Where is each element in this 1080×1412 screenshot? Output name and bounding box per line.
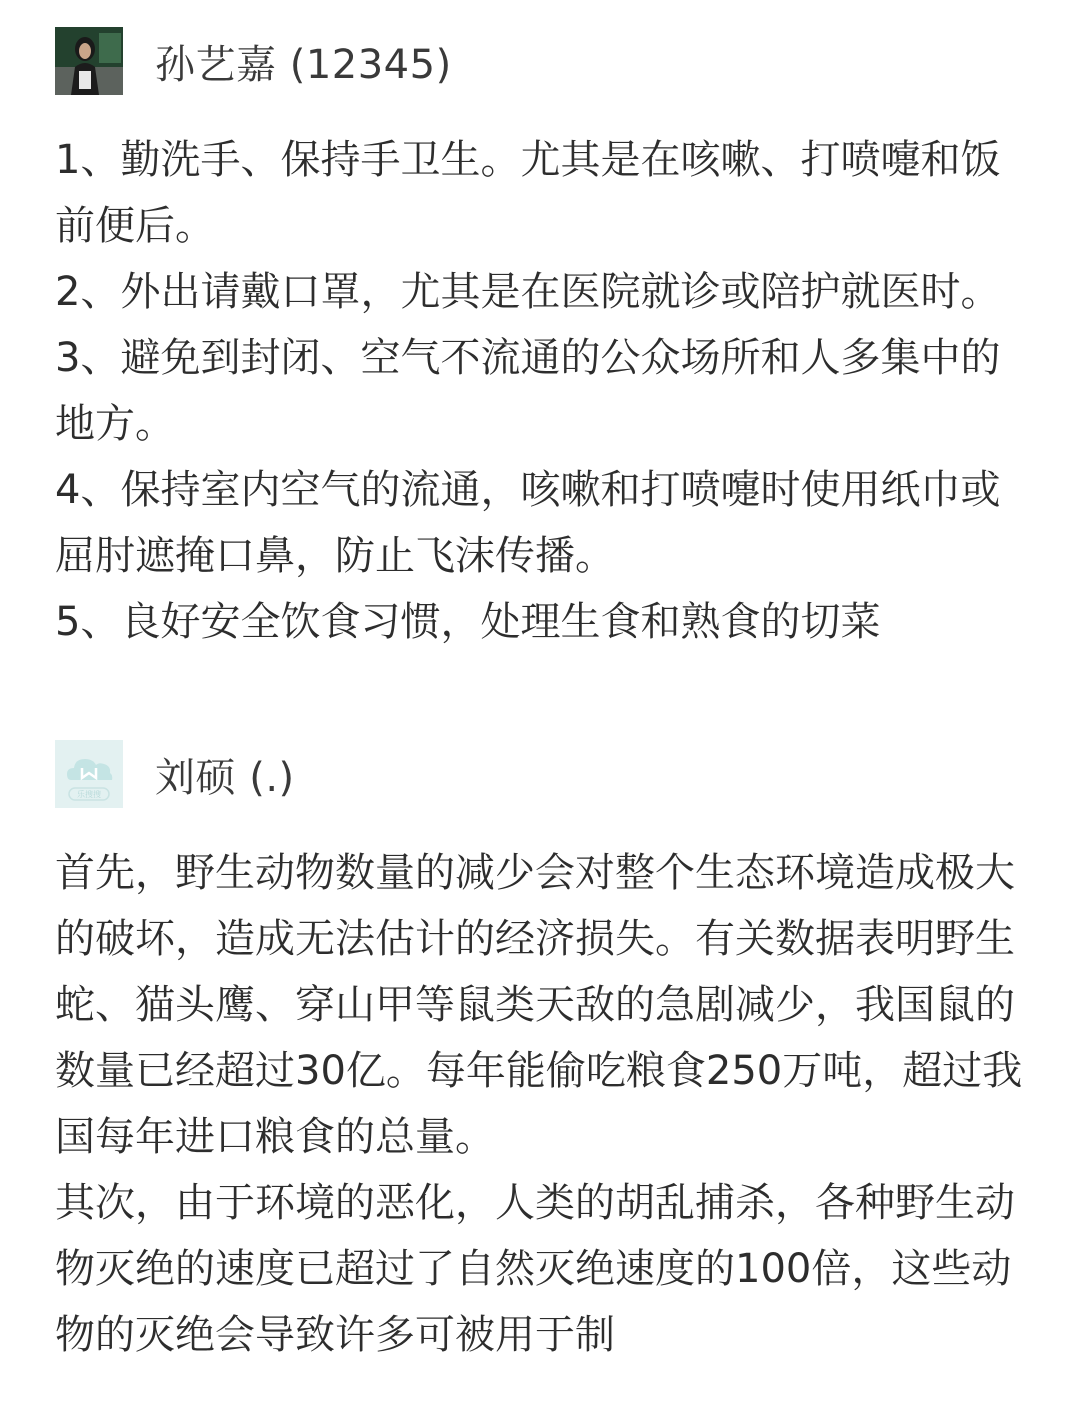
post-paragraph: 1、勤洗手、保持手卫生。尤其是在咳嗽、打喷嚏和饭前便后。 — [55, 137, 1001, 249]
post-paragraph: 3、避免到封闭、空气不流通的公众场所和人多集中的地方。 — [55, 335, 1001, 447]
avatar-text: 乐搜搜 — [77, 790, 101, 799]
post-body — [55, 840, 1035, 1382]
post-paragraph: 4、保持室内空气的流通，咳嗽和打喷嚏时使用纸巾或屈肘遮掩口鼻，防止飞沫传播。 — [55, 467, 1001, 579]
author-name[interactable]: 刘硕 (.) — [155, 754, 295, 801]
post-paragraph: 其次，由于环境的恶化，人类的胡乱捕杀，各种野生动物灭绝的速度已超过了自然灭绝速度的100倍，这些动物的灭绝会导致许多可被用于制 — [55, 1180, 1015, 1358]
post-paragraph: 首先，野生动物数量的减少会对整个生态环境造成极大的破坏，造成无法估计的经济损失。有关数据表明野生蛇、猫头鹰、穿山甲等鼠类天敌的急剧减少，我国鼠的数量已经超过30亿。每年能偷吃粮食250万吨，超过我国每年进口粮食的总量。 — [55, 850, 1023, 1160]
post-paragraph: 5、良好安全饮食习惯，处理生食和熟食的切菜 — [55, 599, 881, 645]
avatar[interactable] — [55, 27, 123, 95]
post-paragraph: 2、外出请戴口罩，尤其是在医院就诊或陪护就医时。 — [55, 269, 1001, 315]
author-name[interactable]: 孙艺嘉 (12345) — [155, 41, 452, 88]
person-photo-icon — [55, 27, 123, 95]
post-body — [55, 127, 1035, 695]
post-header — [55, 27, 452, 95]
post-header — [55, 740, 295, 808]
avatar[interactable] — [55, 740, 123, 808]
cloud-logo-icon — [55, 740, 123, 808]
